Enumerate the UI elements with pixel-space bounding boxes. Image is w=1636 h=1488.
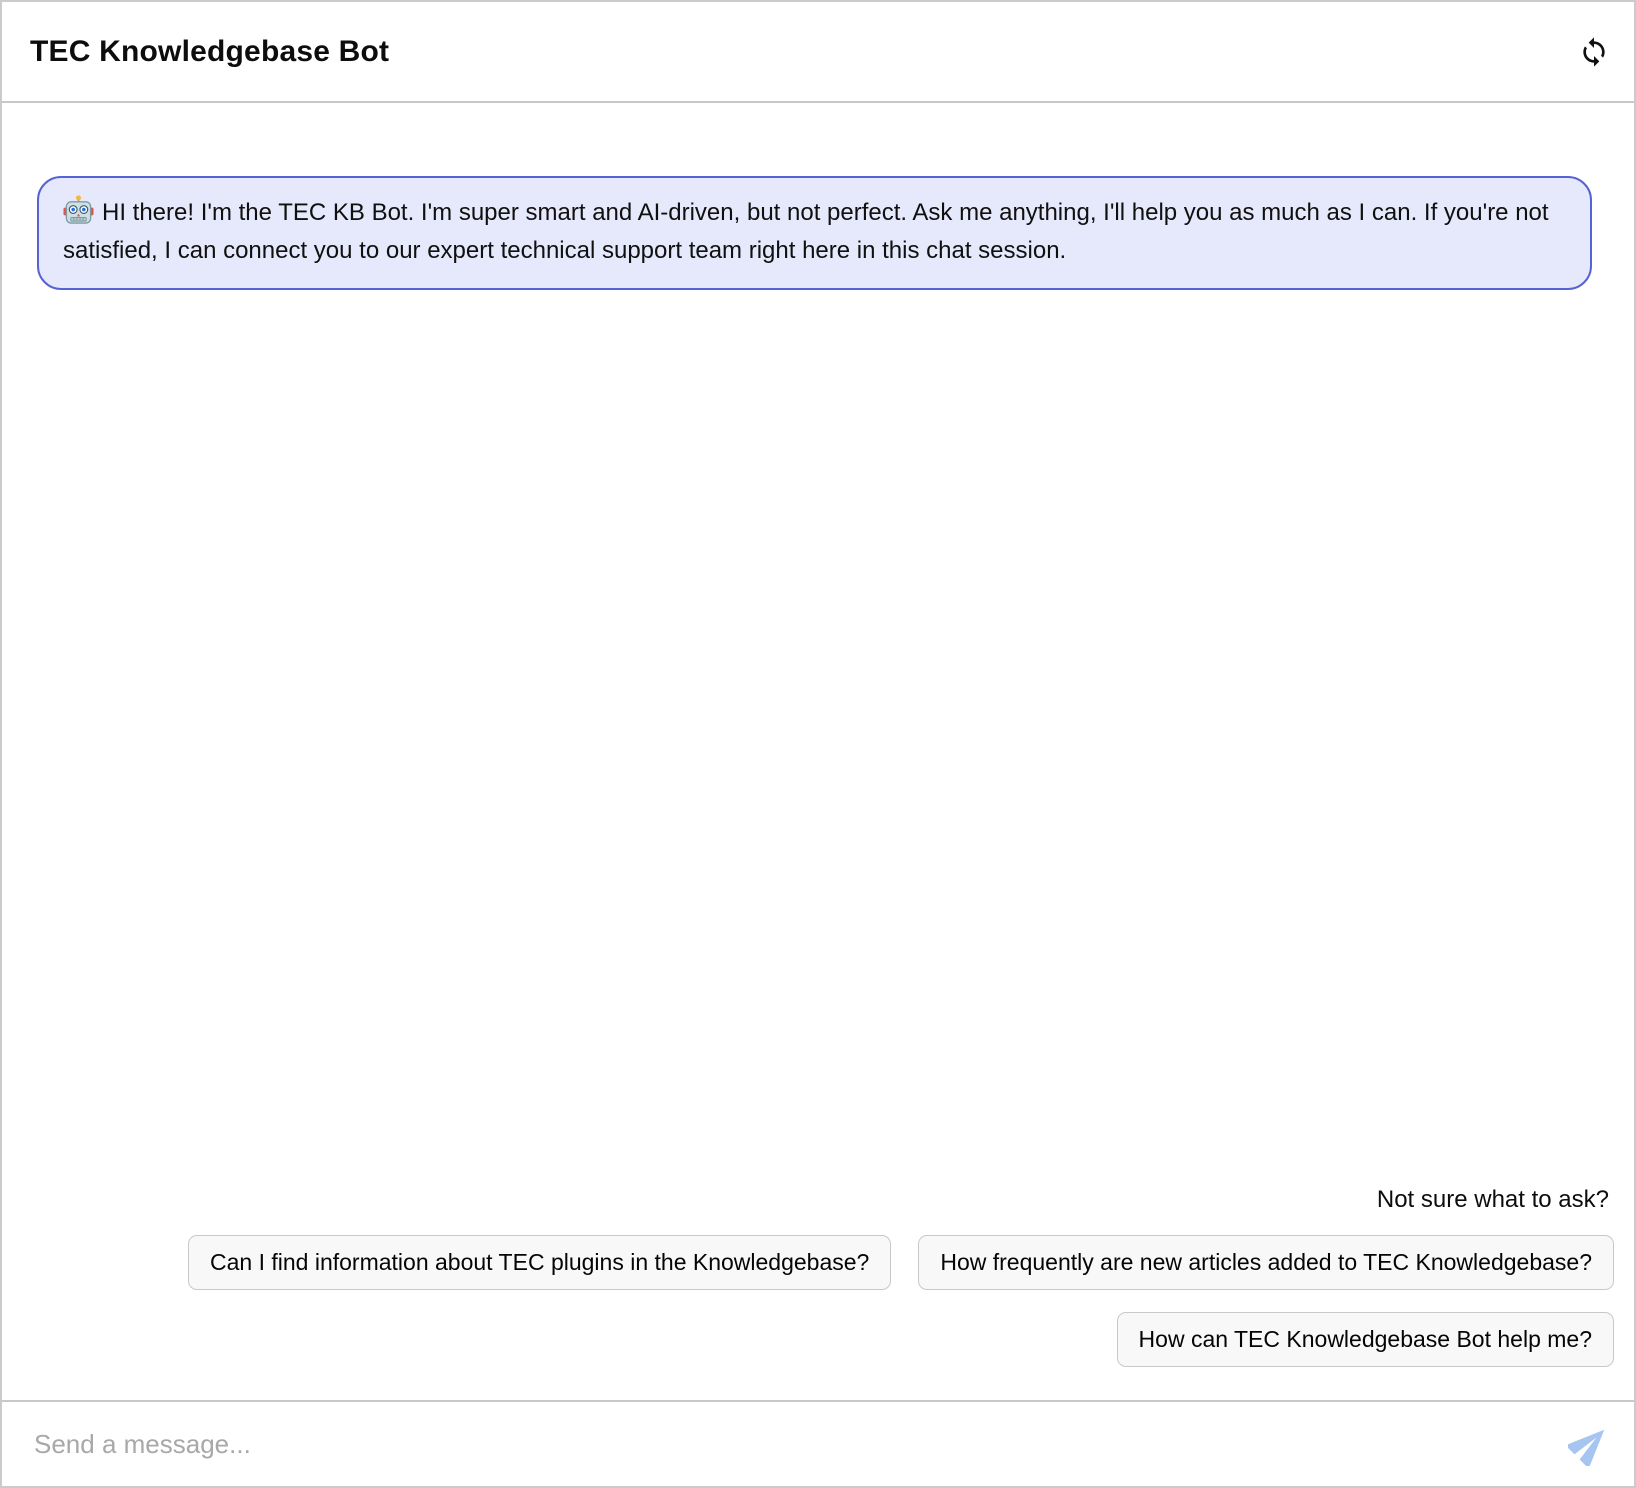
suggestion-button-new-articles[interactable]: How frequently are new articles added to TEC Knowledgebase? [918,1235,1614,1290]
robot-emoji-icon [63,195,94,226]
paper-plane-icon [1568,1422,1612,1466]
suggestions-prompt: Not sure what to ask? [1376,1186,1609,1213]
refresh-icon [1578,36,1610,68]
suggestions-row-1 [22,1235,1614,1290]
bot-message-bubble [37,176,1592,290]
suggestion-button-how-help[interactable]: How can TEC Knowledgebase Bot help me? [1117,1312,1614,1367]
header [2,2,1634,103]
message-input[interactable] [32,1428,1568,1461]
bot-message-text: HI there! I'm the TEC KB Bot. I'm super smart and AI-driven, but not perfect. Ask me anything, I'll help you as much as I can. If you're not satisfied, I can connect you to our expert technical support team right here in this chat session. [63,199,1549,264]
suggestion-button-tec-plugins[interactable]: Can I find information about TEC plugins in the Knowledgebase? [188,1235,891,1290]
suggestions-row-2 [1117,1312,1614,1367]
send-button[interactable] [1568,1422,1612,1466]
message-composer [2,1400,1634,1486]
page-title: TEC Knowledgebase Bot [30,34,390,68]
refresh-button[interactable] [1574,32,1614,72]
